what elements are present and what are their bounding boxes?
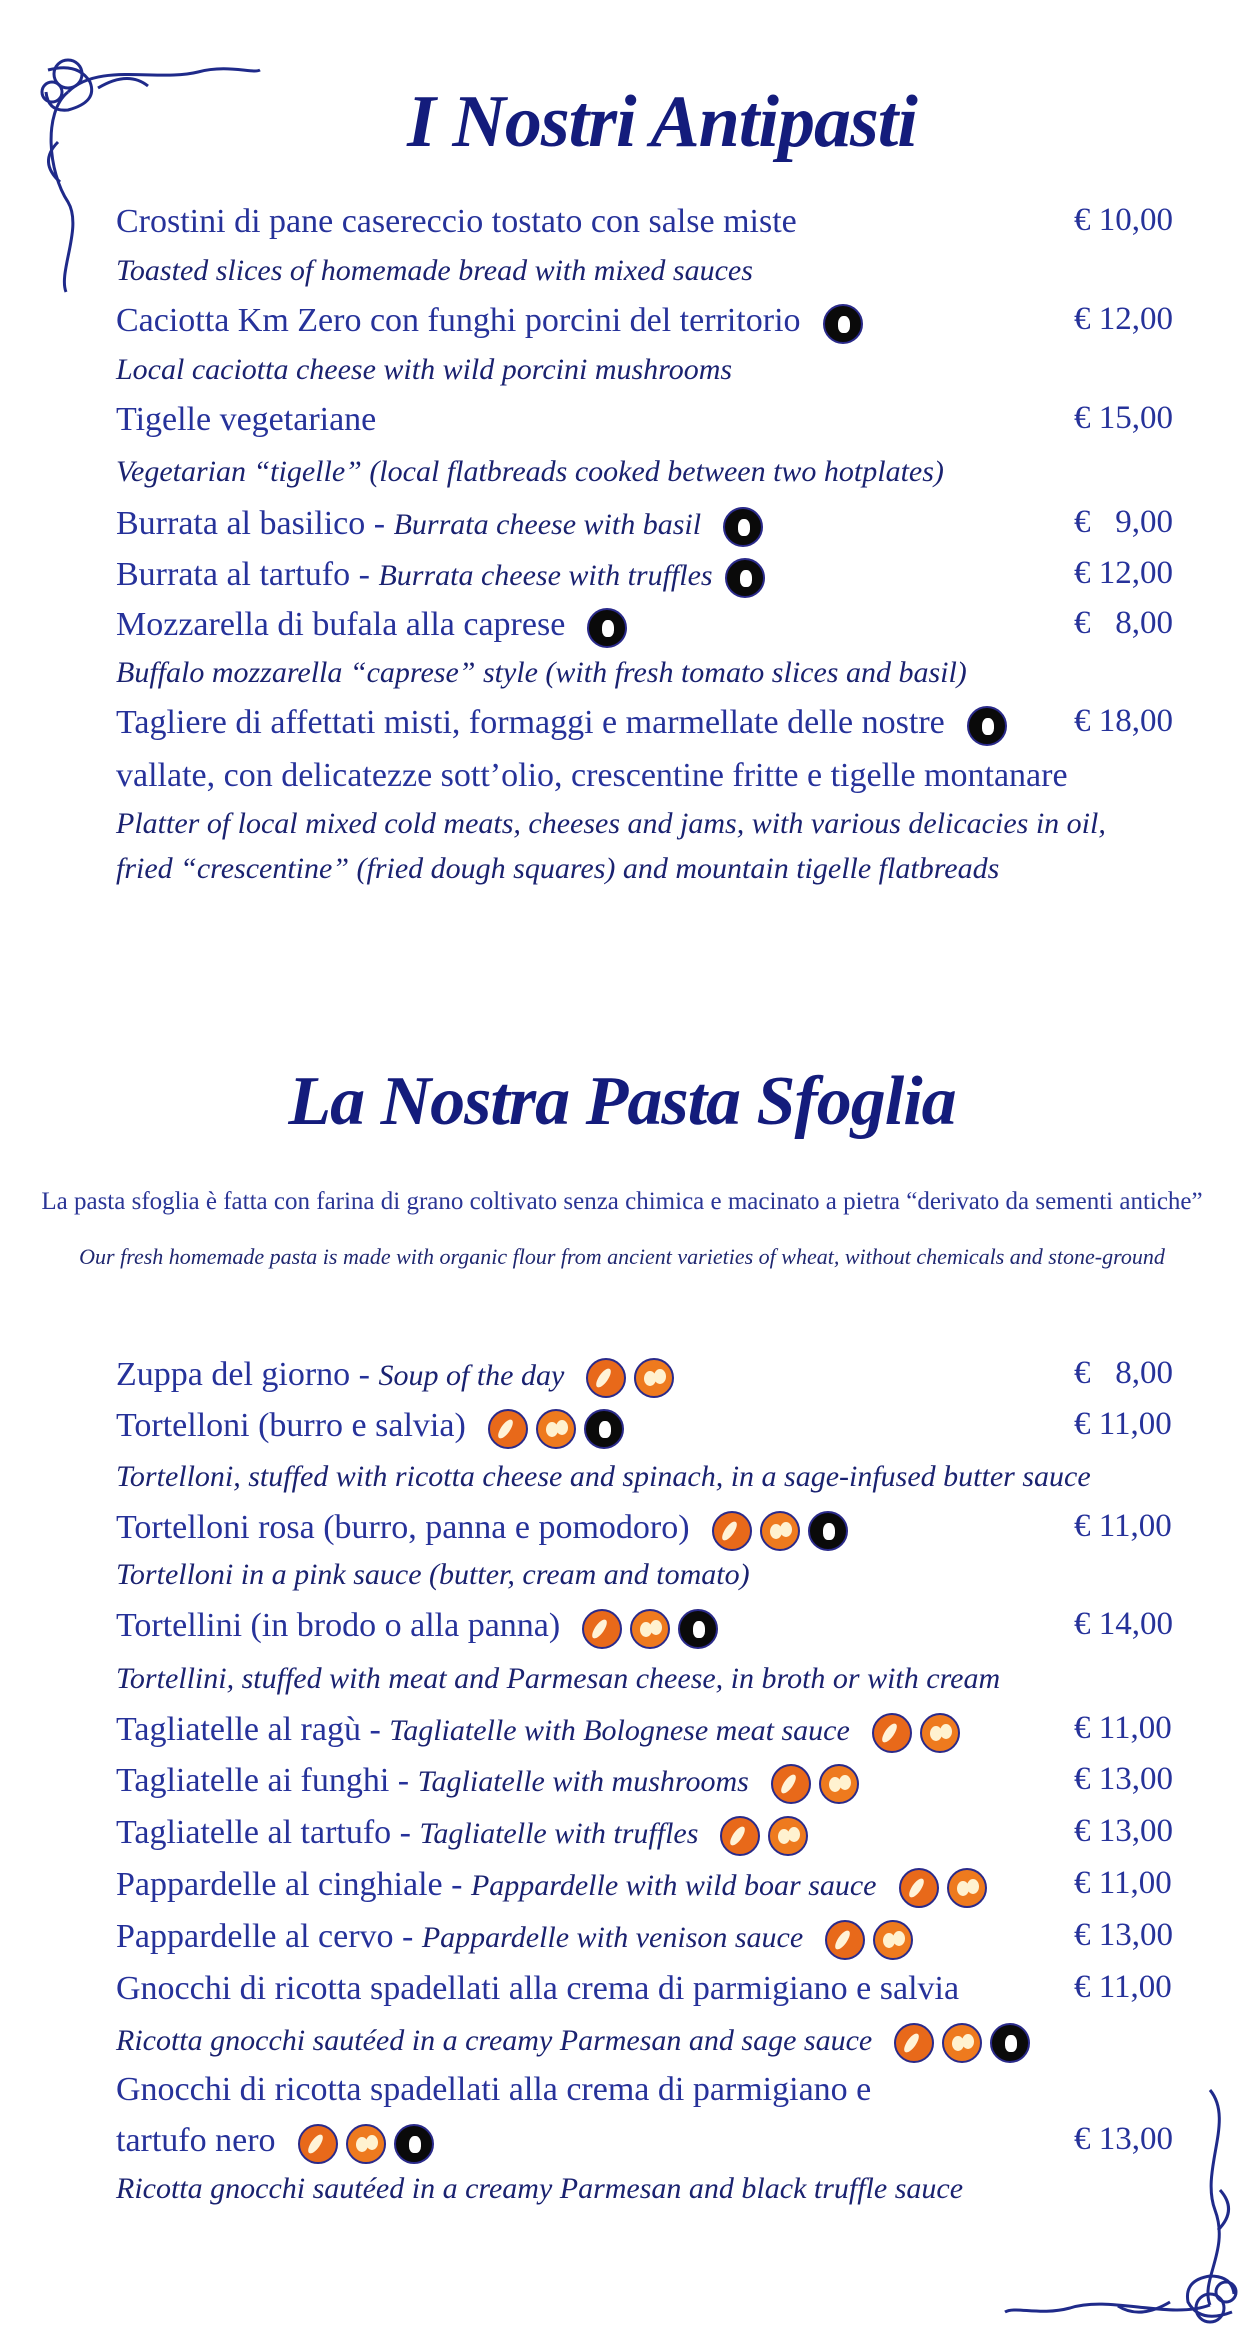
egg-icon <box>947 1868 987 1908</box>
milk-jug-icon <box>394 2124 434 2164</box>
pasta-intro-en: Our fresh homemade pasta is made with organic flour from ancient varieties of wheat, without chemicals and stone-ground <box>79 1244 1165 1269</box>
item-translation-text: Pappardelle with wild boar sauce <box>470 1869 877 1902</box>
item-translation-text: Tagliatelle with truffles <box>419 1817 699 1850</box>
item-translation-text: Toasted slices of homemade bread with mixed sauces <box>116 254 753 287</box>
item-price: € 18,00 <box>1074 703 1173 739</box>
item-name: Tagliere di affettati misti, formaggi e marmellate delle nostre <box>116 704 945 741</box>
menu-item <box>116 1407 1178 1453</box>
menu-item <box>116 203 1178 249</box>
milk-jug-icon <box>678 1609 718 1649</box>
antipasti-title: I Nostri Antipasti <box>407 81 917 163</box>
menu-item <box>116 1607 1178 1653</box>
item-name: Pappardelle al cervo <box>116 1918 394 1955</box>
separator: - <box>391 1814 420 1851</box>
item-translation <box>116 1662 1178 1708</box>
item-translation-text: fried “crescentine” (fried dough squares) and mountain tigelle flatbreads <box>116 852 1000 885</box>
item-translation <box>116 1460 1178 1506</box>
wheat-icon <box>894 2023 934 2063</box>
item-price: € 11,00 <box>1074 1865 1172 1901</box>
separator: - <box>350 1356 379 1393</box>
menu-item <box>116 2071 1178 2117</box>
item-translation-text: Tortelloni, stuffed with ricotta cheese and spinach, in a sage-infused butter sauce <box>116 1460 1091 1493</box>
menu-item <box>116 1866 1178 1912</box>
item-translation <box>116 455 1178 501</box>
item-translation-text: Burrata cheese with basil <box>393 508 702 541</box>
menu-item <box>116 1970 1178 2016</box>
milk-jug-icon <box>823 304 863 344</box>
wheat-icon <box>771 1764 811 1804</box>
separator: - <box>360 1711 390 1748</box>
item-name: Tagliatelle al tartufo <box>116 1814 392 1851</box>
menu-item <box>116 1918 1178 1964</box>
menu-item <box>116 1814 1178 1860</box>
item-translation-text: Buffalo mozzarella “caprese” style (with fresh tomato slices and basil) <box>116 656 967 689</box>
item-translation-text: Local caciotta cheese with wild porcini mushrooms <box>116 353 733 386</box>
wheat-icon <box>582 1609 622 1649</box>
menu-item <box>116 1356 1178 1402</box>
item-translation-text: Tortellini, stuffed with meat and Parmesan cheese, in broth or with cream <box>116 1662 1001 1695</box>
item-translation <box>116 254 1178 300</box>
pasta-title: La Nostra Pasta Sfoglia <box>288 1063 956 1140</box>
item-name: Tortelloni (burro e salvia) <box>116 1407 466 1444</box>
menu-item <box>116 401 1178 447</box>
menu-item <box>116 556 1178 602</box>
item-price: € 11,00 <box>1074 1969 1172 2005</box>
item-price: € 12,00 <box>1074 301 1173 337</box>
item-name: Zuppa del giorno <box>116 1356 351 1393</box>
item-name: Crostini di pane casereccio tostato con salse miste <box>116 203 797 240</box>
egg-icon <box>536 1409 576 1449</box>
item-price: € 12,00 <box>1074 555 1173 591</box>
item-translation-text: Platter of local mixed cold meats, cheeses and jams, with various delicacies in oil, <box>116 807 1106 840</box>
item-name: Burrata al tartufo <box>116 556 351 593</box>
item-translation-text: Vegetarian “tigelle” (local flatbreads cooked between two hotplates) <box>116 455 944 488</box>
item-translation <box>116 807 1178 853</box>
item-translation-text: Tagliatelle with Bolognese meat sauce <box>389 1714 850 1747</box>
egg-icon <box>819 1764 859 1804</box>
milk-jug-icon <box>725 558 765 598</box>
item-price: € 11,00 <box>1074 1406 1172 1442</box>
item-name: Tortelloni rosa (burro, panna e pomodoro) <box>116 1509 690 1546</box>
item-translation-text: Tagliatelle with mushrooms <box>417 1765 749 1798</box>
item-price: € 13,00 <box>1074 1917 1173 1953</box>
item-price: € 13,00 <box>1074 1813 1173 1849</box>
item-price: € 13,00 <box>1074 2121 1173 2157</box>
item-description <box>116 757 1178 803</box>
item-name: Tagliatelle ai funghi <box>116 1762 390 1799</box>
item-translation-text: Soup of the day <box>378 1359 565 1392</box>
item-price: € 10,00 <box>1074 202 1173 238</box>
egg-icon <box>346 2124 386 2164</box>
milk-jug-icon <box>967 706 1007 746</box>
item-translation-text: Ricotta gnocchi sautéed in a creamy Parmesan and black truffle sauce <box>116 2172 964 2205</box>
milk-jug-icon <box>584 1409 624 1449</box>
wheat-icon <box>825 1920 865 1960</box>
item-name: Tagliatelle al ragù <box>116 1711 361 1748</box>
item-price: € 11,00 <box>1074 1508 1172 1544</box>
item-name: Gnocchi di ricotta spadellati alla crema di parmigiano e <box>116 2071 872 2108</box>
item-translation-text: Ricotta gnocchi sautéed in a creamy Parmesan and sage sauce <box>116 2024 873 2057</box>
item-price: € 9,00 <box>1074 504 1173 540</box>
egg-icon <box>634 1358 674 1398</box>
item-name-continued: tartufo nero <box>116 2122 276 2159</box>
item-price: € 11,00 <box>1074 1710 1172 1746</box>
item-name: Mozzarella di bufala alla caprese <box>116 606 566 643</box>
egg-icon <box>630 1609 670 1649</box>
item-translation-text: Pappardelle with venison sauce <box>421 1921 804 1954</box>
milk-jug-icon <box>723 507 763 547</box>
separator: - <box>350 556 379 593</box>
item-name: Tortellini (in brodo o alla panna) <box>116 1607 561 1644</box>
item-name: Gnocchi di ricotta spadellati alla crema di parmigiano e salvia <box>116 1970 960 2007</box>
wheat-icon <box>899 1868 939 1908</box>
pasta-intro-it: La pasta sfoglia è fatta con farina di grano coltivato senza chimica e macinato a pietra “derivato da sementi antiche” <box>41 1188 1203 1215</box>
wheat-icon <box>720 1816 760 1856</box>
menu-item <box>116 505 1178 551</box>
milk-jug-icon <box>808 1511 848 1551</box>
item-translation <box>116 656 1178 702</box>
egg-icon <box>760 1511 800 1551</box>
item-translation <box>116 852 1178 898</box>
item-name: Pappardelle al cinghiale <box>116 1866 443 1903</box>
item-description <box>116 2122 1178 2168</box>
menu-item <box>116 704 1178 750</box>
egg-icon <box>873 1920 913 1960</box>
separator: - <box>393 1918 422 1955</box>
item-price: € 15,00 <box>1074 400 1173 436</box>
separator: - <box>365 505 394 542</box>
item-name: Burrata al basilico <box>116 505 366 542</box>
item-price: € 8,00 <box>1074 605 1173 641</box>
menu-item <box>116 1711 1178 1757</box>
egg-icon <box>920 1713 960 1753</box>
milk-jug-icon <box>587 608 627 648</box>
item-name: Tigelle vegetariane <box>116 401 377 438</box>
wheat-icon <box>712 1511 752 1551</box>
item-price: € 14,00 <box>1074 1606 1173 1642</box>
item-price: € 13,00 <box>1074 1761 1173 1797</box>
menu-item <box>116 606 1178 652</box>
item-name-continued: vallate, con delicatezze sott’olio, crescentine fritte e tigelle montanare <box>116 757 1068 794</box>
wheat-icon <box>586 1358 626 1398</box>
milk-jug-icon <box>990 2023 1030 2063</box>
menu-item <box>116 1509 1178 1555</box>
menu-item <box>116 1762 1178 1808</box>
item-translation <box>116 2172 1178 2218</box>
item-translation <box>116 1558 1178 1604</box>
wheat-icon <box>872 1713 912 1753</box>
separator: - <box>442 1866 471 1903</box>
separator: - <box>389 1762 418 1799</box>
wheat-icon <box>298 2124 338 2164</box>
egg-icon <box>942 2023 982 2063</box>
item-translation-text: Burrata cheese with truffles <box>378 559 713 592</box>
item-translation-text: Tortelloni in a pink sauce (butter, cream and tomato) <box>116 1558 750 1591</box>
item-translation <box>116 2024 1178 2070</box>
item-price: € 8,00 <box>1074 1355 1173 1391</box>
wheat-icon <box>488 1409 528 1449</box>
egg-icon <box>768 1816 808 1856</box>
item-translation <box>116 353 1178 399</box>
menu-item <box>116 302 1178 348</box>
item-name: Caciotta Km Zero con funghi porcini del territorio <box>116 302 801 339</box>
